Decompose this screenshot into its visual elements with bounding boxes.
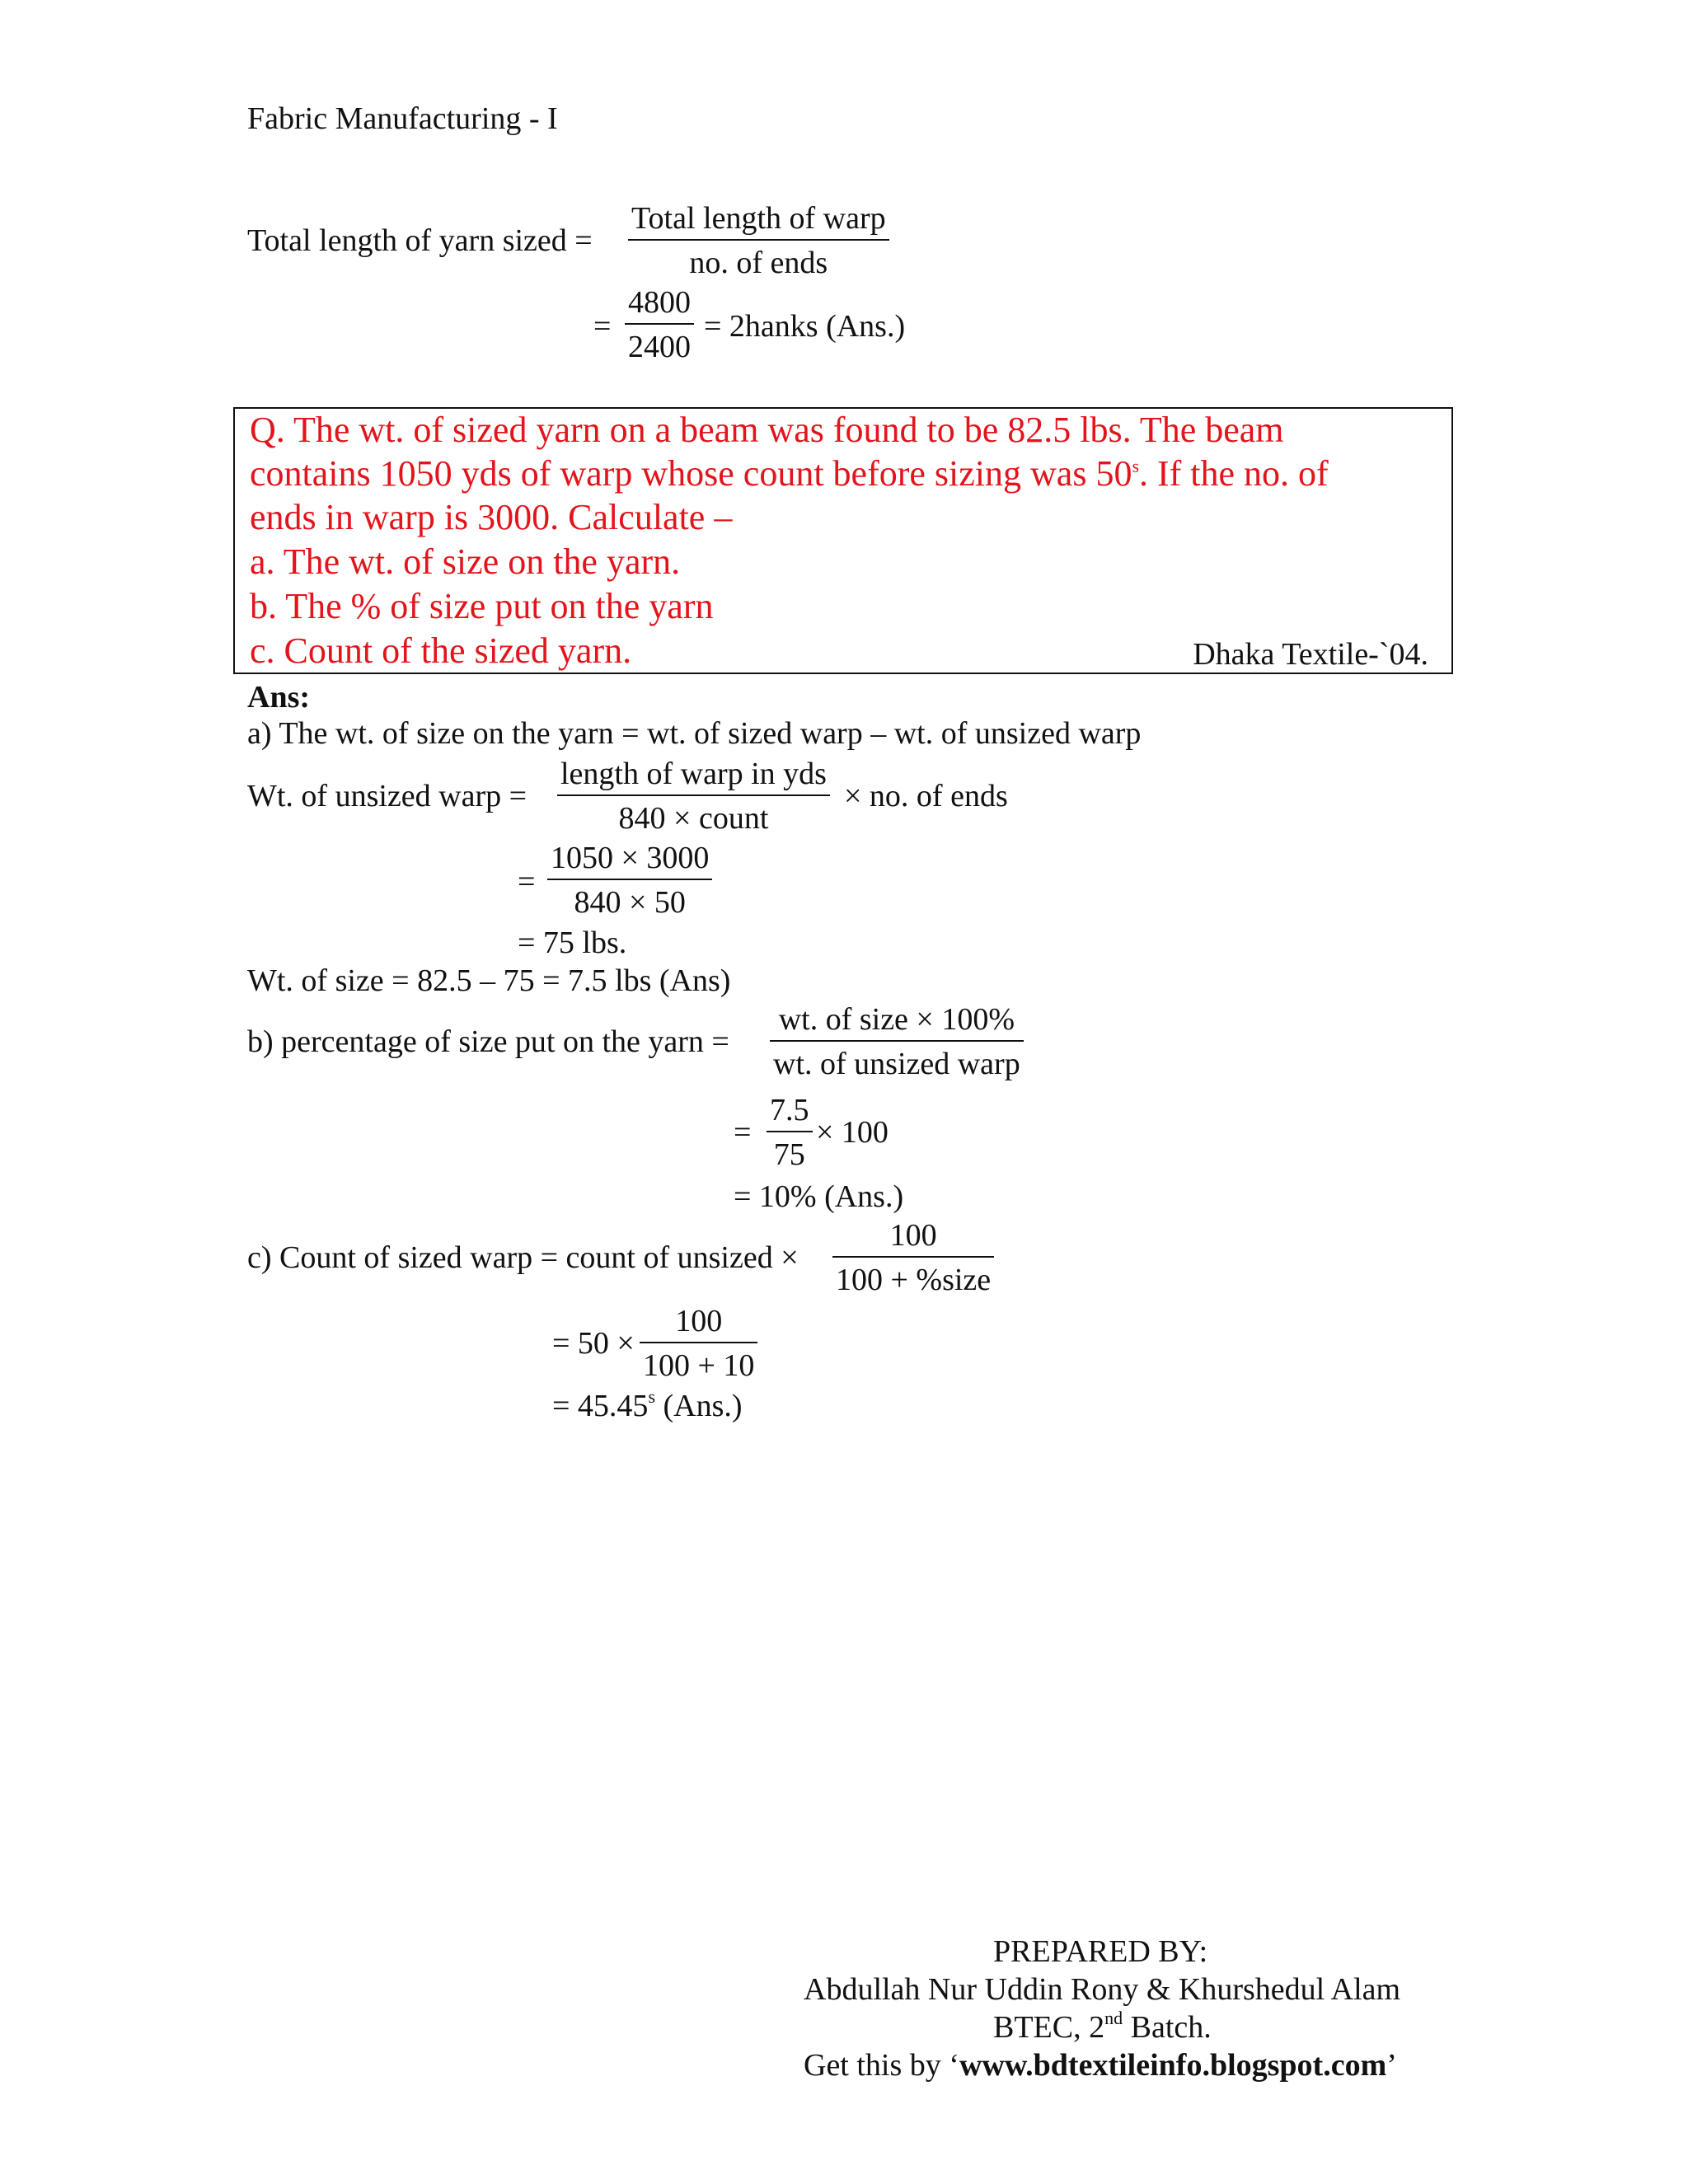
- hanks-result: = 2hanks (Ans.): [704, 309, 906, 344]
- fraction-numerator: Total length of warp: [631, 201, 886, 236]
- batch-text: BTEC, 2: [993, 2010, 1105, 2045]
- unsized-warp-tail: × no. of ends: [844, 779, 1008, 813]
- answer-label: Ans:: [247, 680, 311, 715]
- sized-count-result-value: = 45.45: [552, 1389, 649, 1423]
- question-line-2: [250, 452, 1329, 501]
- question-part-c: c. Count of the sized yarn.: [250, 630, 632, 671]
- total-length-fraction: [628, 199, 889, 282]
- batch-line: [993, 2009, 1212, 2050]
- equals-sign: =: [734, 1115, 752, 1150]
- percentage-calc-tail: × 100: [816, 1115, 889, 1150]
- equals-sign: =: [593, 309, 612, 344]
- fraction-denominator: wt. of unsized warp: [773, 1047, 1020, 1081]
- authors-line: Abdullah Nur Uddin Rony & Khurshedul Alam: [804, 1972, 1401, 2007]
- question-part-a: a. The wt. of size on the yarn.: [250, 541, 681, 582]
- blog-url: www.bdtextileinfo.blogspot.com: [959, 2048, 1387, 2083]
- fraction-numerator: 100: [675, 1304, 723, 1338]
- equals-sign: =: [518, 865, 536, 899]
- answer-part-b-label: b) percentage of size put on the yarn =: [247, 1024, 729, 1059]
- question-source: Dhaka Textile-`04.: [1193, 637, 1428, 672]
- percentage-result: = 10% (Ans.): [734, 1179, 904, 1214]
- question-line-2-text: contains 1050 yds of warp whose count before sizing was 50: [250, 453, 1132, 494]
- batch-tail: Batch.: [1123, 2010, 1212, 2045]
- sized-count-calc-label: = 50 ×: [552, 1326, 635, 1361]
- question-line-3: ends in warp is 3000. Calculate –: [250, 497, 733, 537]
- sized-count-result: [552, 1388, 743, 1428]
- fraction-denominator: 2400: [628, 330, 691, 364]
- fraction-numerator: 4800: [628, 285, 691, 320]
- fraction-denominator: 75: [773, 1137, 805, 1172]
- fraction-numerator: length of warp in yds: [560, 757, 827, 791]
- fraction-denominator: 100 + 10: [643, 1348, 755, 1383]
- unsized-warp-fraction: [557, 755, 830, 837]
- question-line-1: Q. The wt. of sized yarn on a beam was found to be 82.5 lbs. The beam: [250, 410, 1284, 450]
- question-line-2-tail: . If the no. of: [1139, 453, 1329, 494]
- fraction-denominator: no. of ends: [689, 246, 828, 280]
- sized-count-calc-fraction: [640, 1302, 757, 1385]
- fraction-denominator: 840 × count: [618, 801, 769, 836]
- percentage-calc-fraction: [767, 1091, 813, 1174]
- count-superscript: s: [648, 1386, 655, 1407]
- fraction-denominator: 100 + %size: [836, 1263, 992, 1297]
- page-header: Fabric Manufacturing - I: [247, 101, 558, 136]
- fraction-denominator: 840 × 50: [574, 885, 686, 920]
- total-length-label: Total length of yarn sized =: [247, 223, 593, 258]
- fraction-numerator: wt. of size × 100%: [778, 1002, 1015, 1037]
- percentage-fraction: [770, 1001, 1024, 1083]
- answer-part-c-label: c) Count of sized warp = count of unsized ×: [247, 1240, 799, 1275]
- size-weight-line: Wt. of size = 82.5 – 75 = 7.5 lbs (Ans): [247, 963, 731, 998]
- source-suffix: ’: [1386, 2048, 1397, 2083]
- batch-superscript: nd: [1104, 2008, 1123, 2028]
- hanks-fraction: [625, 284, 694, 366]
- unsized-warp-result: = 75 lbs.: [518, 926, 627, 960]
- fraction-numerator: 1050 × 3000: [551, 841, 710, 875]
- source-prefix: Get this by ‘: [804, 2048, 959, 2083]
- question-part-b: b. The % of size put on the yarn: [250, 586, 714, 626]
- prepared-by-label: PREPARED BY:: [993, 1934, 1208, 1969]
- sized-count-result-tail: (Ans.): [655, 1389, 743, 1423]
- answer-part-a: a) The wt. of size on the yarn = wt. of sized warp – wt. of unsized warp: [247, 716, 1142, 751]
- source-link-line: [804, 2047, 1397, 2083]
- unsized-calc-fraction: [547, 839, 712, 921]
- fraction-numerator: 100: [889, 1218, 937, 1253]
- unsized-warp-label: Wt. of unsized warp =: [247, 779, 528, 813]
- sized-count-fraction: [832, 1216, 994, 1299]
- fraction-numerator: 7.5: [770, 1093, 809, 1127]
- question-box: [233, 407, 1453, 674]
- count-superscript: s: [1132, 456, 1139, 476]
